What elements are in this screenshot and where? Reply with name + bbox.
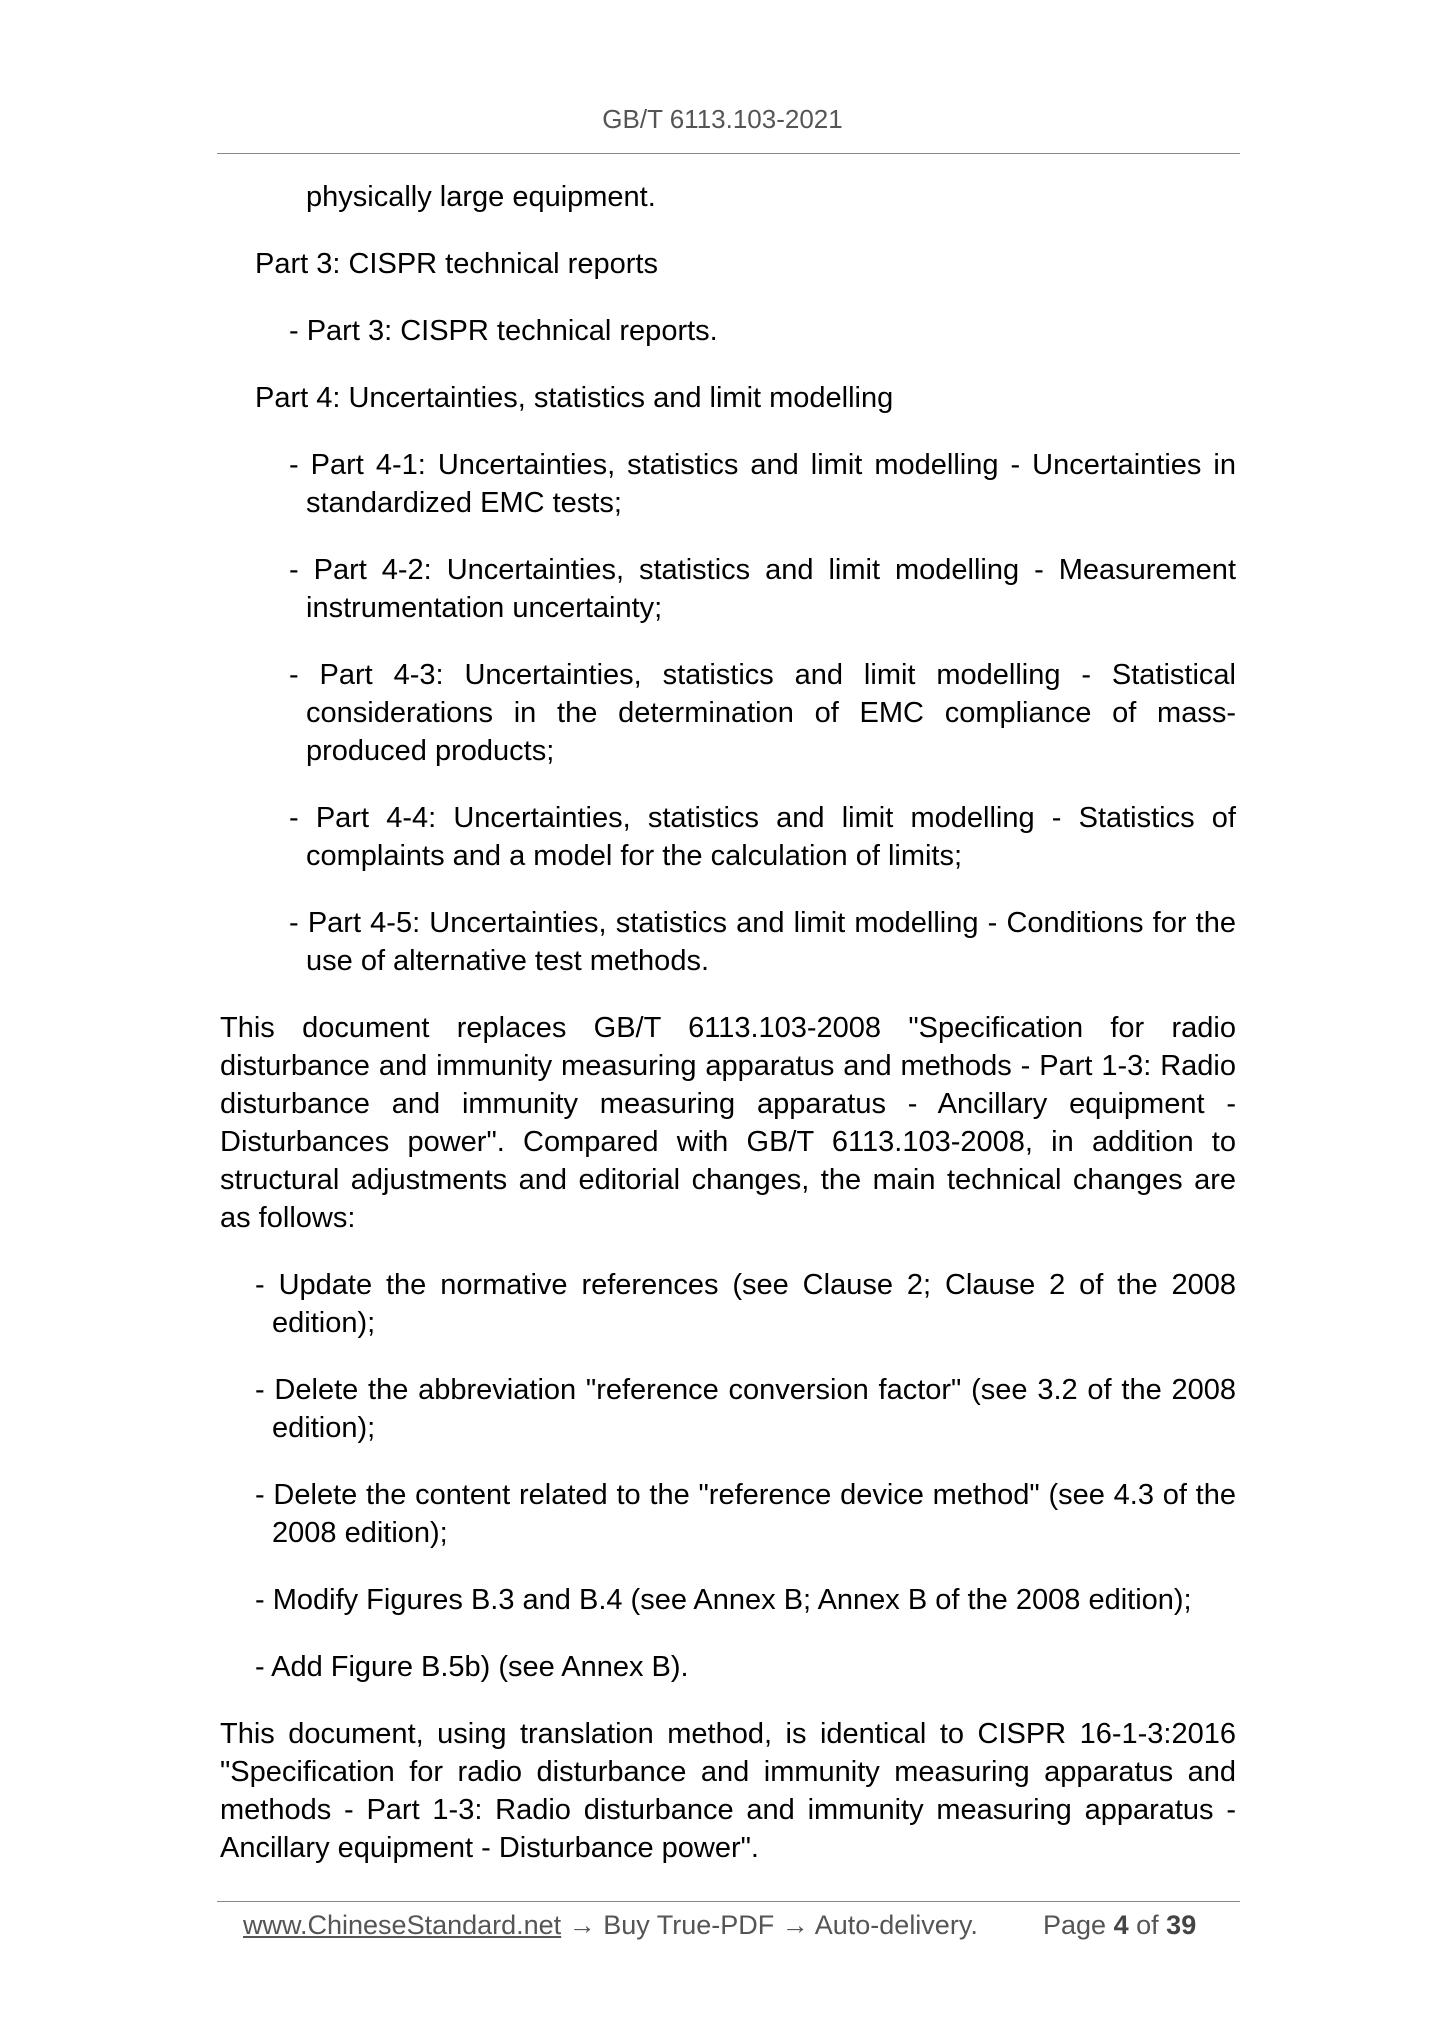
part3-item: - Part 3: CISPR technical reports.: [289, 315, 718, 347]
page-footer: [243, 1910, 1197, 1941]
part4-item-1: - Part 4-1: Uncertainties, statistics and limit modelling - Uncertainties in standardized EMC tests;: [289, 449, 1236, 519]
part4-item-3: - Part 4-3: Uncertainties, statistics and limit modelling - Statistical considerations in the determination of EMC compliance of mass-produced products;: [289, 659, 1236, 767]
website-link[interactable]: www.ChineseStandard.net: [243, 1910, 562, 1940]
change-item-5: - Add Figure B.5b) (see Annex B).: [255, 1651, 689, 1683]
page-of-label: of: [1136, 1910, 1159, 1940]
part3-title: Part 3: CISPR technical reports: [255, 248, 658, 280]
change-item-1: - Update the normative references (see Clause 2; Clause 2 of the 2008 edition);: [255, 1269, 1236, 1339]
document-header: GB/T 6113.103-2021: [602, 104, 843, 134]
part4-item-5: - Part 4-5: Uncertainties, statistics and limit modelling - Conditions for the use of alternative test methods.: [289, 907, 1236, 977]
part4-item-4: - Part 4-4: Uncertainties, statistics and limit modelling - Statistics of complaints and a model for the calculation of limits;: [289, 802, 1236, 872]
part4-title: Part 4: Uncertainties, statistics and limit modelling: [255, 382, 894, 414]
page-label: Page: [1043, 1910, 1107, 1940]
change-item-3: - Delete the content related to the "reference device method" (see 4.3 of the 2008 edition);: [255, 1479, 1236, 1549]
part4-item-2: - Part 4-2: Uncertainties, statistics and limit modelling - Measurement instrumentation uncertainty;: [289, 554, 1236, 624]
footer-tagline: → Buy True-PDF → Auto-delivery.: [561, 1910, 978, 1940]
continued-line: physically large equipment.: [306, 181, 656, 213]
replaces-paragraph: This document replaces GB/T 6113.103-2008 "Specification for radio disturbance and immunity measuring apparatus and methods - Part 1-3: Radio disturbance and immunity measuring apparatus - Ancillary equipment - Disturbances power". Compared with GB/T 6113.103-2008, in addition to structural adjustments and editorial changes, the main technical changes are as follows:: [220, 1012, 1236, 1234]
header-divider: [217, 153, 1240, 154]
identical-paragraph: This document, using translation method, is identical to CISPR 16-1-3:2016 "Specification for radio disturbance and immunity measuring apparatus and methods - Part 1-3: Radio disturbance and immunity measuring apparatus - Ancillary equipment - Disturbance power".: [220, 1718, 1236, 1864]
change-item-4: - Modify Figures B.3 and B.4 (see Annex B; Annex B of the 2008 edition);: [255, 1584, 1192, 1616]
page-current: 4: [1113, 1910, 1129, 1940]
footer-divider: [217, 1901, 1240, 1902]
page-indicator: [1043, 1910, 1196, 1941]
page-total: 39: [1166, 1910, 1197, 1940]
document-body: [220, 178, 1236, 1896]
change-item-2: - Delete the abbreviation "reference conversion factor" (see 3.2 of the 2008 edition);: [255, 1374, 1236, 1444]
